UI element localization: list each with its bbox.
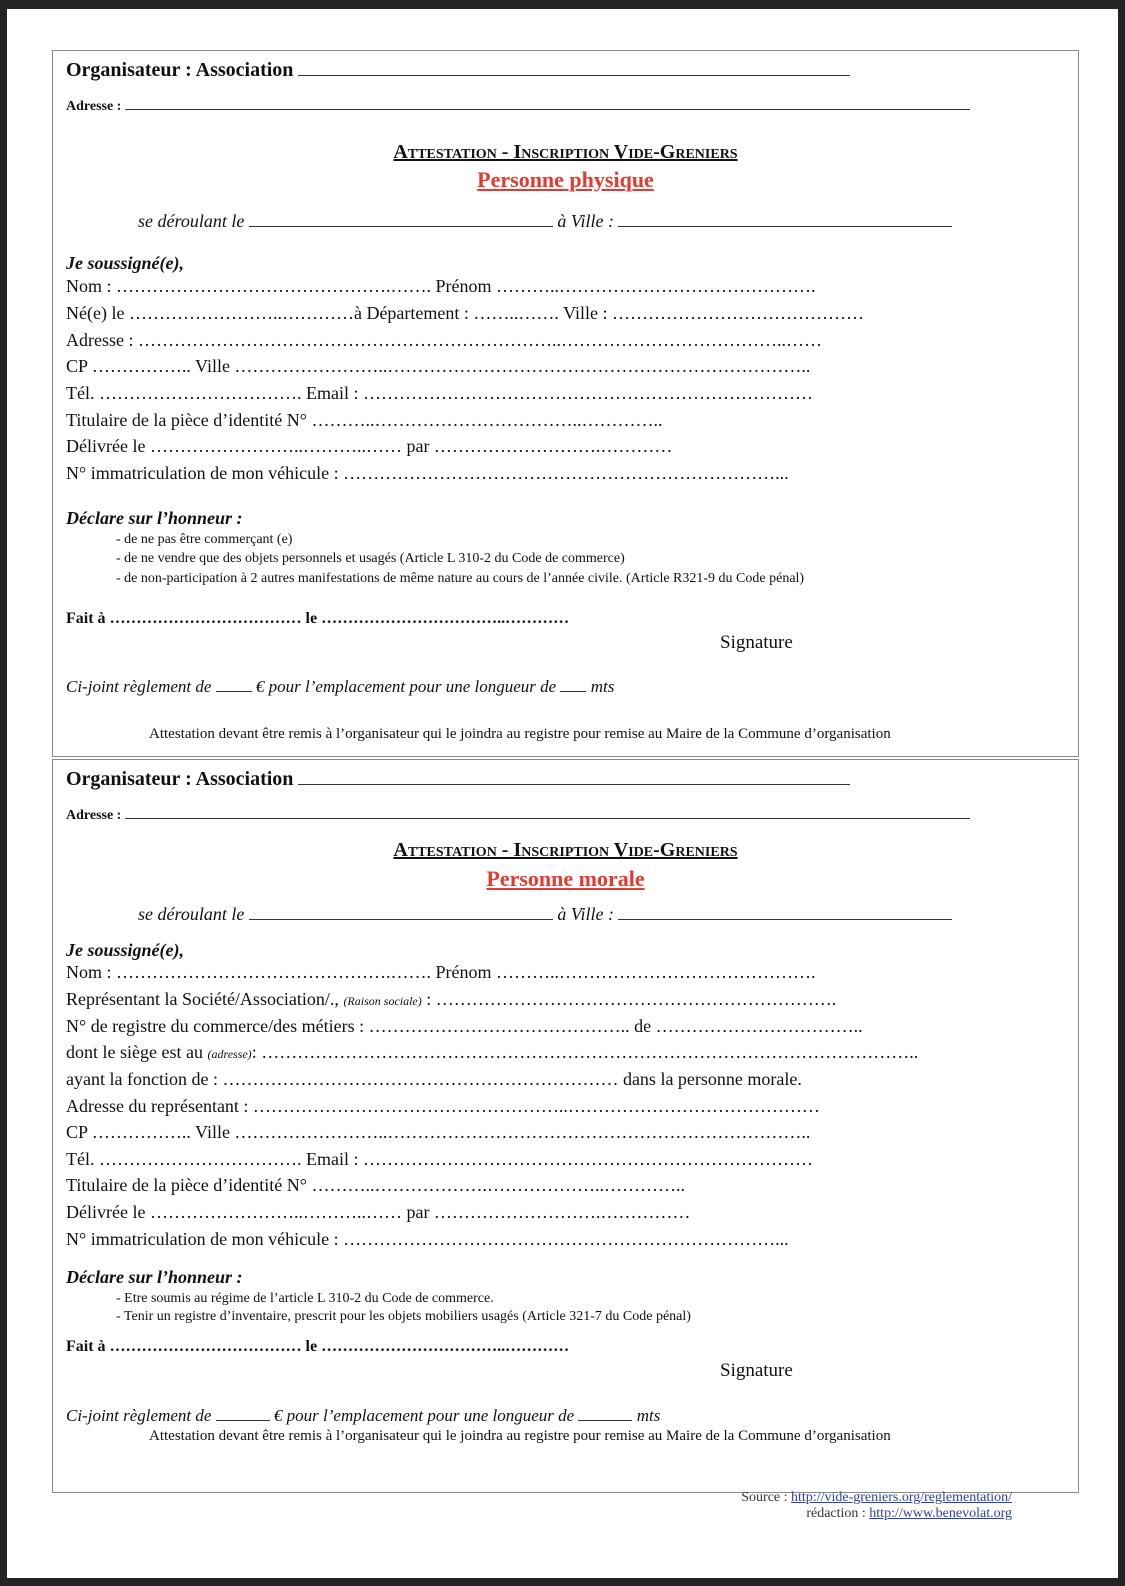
field-line-registre[interactable]: N° de registre du commerce/des métiers : …………………………………….. de ……………………………..	[66, 1016, 863, 1036]
field-line-cp-ville[interactable]: CP …………….. Ville ……………………..……………………………………………………………..	[66, 356, 811, 376]
organisateur-field[interactable]	[298, 784, 850, 785]
je-soussigne: Je soussigné(e),	[66, 940, 184, 960]
redaction-label: rédaction :	[806, 1506, 866, 1521]
source-label: Source :	[741, 1490, 788, 1505]
je-soussigne: Je soussigné(e),	[66, 253, 184, 273]
reglement-emplacement-label: € pour l’emplacement pour une longueur de	[255, 677, 557, 696]
organisateur-field[interactable]	[298, 75, 850, 76]
siege-label: dont le siège est au	[66, 1042, 203, 1062]
attestation-note: Attestation devant être remis à l’organisateur qui le joindra au registre pour remise au Maire de la Commune d’organisation	[149, 726, 891, 742]
representant-dots: : ………………………………………………………….	[426, 989, 837, 1009]
form-subtitle: Personne physique	[477, 167, 654, 192]
adresse-hint: (adresse)	[207, 1047, 252, 1061]
reglement-label: Ci-joint règlement de	[66, 1406, 212, 1425]
reglement-emplacement-label: € pour l’emplacement pour une longueur de	[273, 1406, 575, 1425]
reglement-unit: mts	[636, 1406, 661, 1425]
organisateur-label: Organisateur : Association	[66, 768, 294, 790]
reglement-length-field[interactable]	[560, 690, 586, 692]
event-date-label: se déroulant le	[138, 904, 245, 924]
form-title: Attestation - Inscription Vide-Greniers	[393, 141, 738, 163]
organisateur-line	[66, 59, 850, 82]
source-link[interactable]: http://vide-greniers.org/reglementation/	[791, 1490, 1012, 1505]
reglement-line	[66, 1406, 660, 1426]
signature-label: Signature	[720, 1360, 793, 1381]
event-line	[138, 211, 952, 232]
signature-label: Signature	[720, 632, 793, 653]
event-date-field[interactable]	[249, 919, 553, 920]
declare-item: - de ne vendre que des objets personnels et usagés (Article L 310-2 du Code de commerce)	[116, 551, 625, 566]
form-title: Attestation - Inscription Vide-Greniers	[393, 839, 738, 861]
event-line	[138, 904, 952, 925]
field-line-representant[interactable]	[66, 989, 836, 1010]
field-line-fonction[interactable]: ayant la fonction de : ………………………………………………………… dans la personne morale.	[66, 1069, 802, 1089]
raison-sociale-hint: (Raison sociale)	[343, 994, 422, 1008]
redaction-line	[806, 1506, 1012, 1522]
field-line-tel-email[interactable]: Tél. ……………………………. Email : …………………………………………………………………	[66, 1149, 813, 1169]
fait-a-line[interactable]: Fait à ……………………………… le ……………………………..…………	[66, 1338, 570, 1355]
declare-item: - Etre soumis au régime de l’article L 310-2 du Code de commerce.	[116, 1291, 494, 1306]
event-city-field[interactable]	[618, 226, 952, 227]
event-city-field[interactable]	[618, 919, 952, 920]
adresse-label: Adresse :	[66, 99, 122, 114]
representant-label: Représentant la Société/Association/.,	[66, 989, 339, 1009]
event-date-label: se déroulant le	[138, 211, 245, 231]
redaction-link[interactable]: http://www.benevolat.org	[869, 1506, 1012, 1521]
field-line-siege[interactable]	[66, 1042, 918, 1063]
declare-heading: Déclare sur l’honneur :	[66, 508, 243, 528]
document-page	[7, 9, 1118, 1578]
organisateur-label: Organisateur : Association	[66, 59, 294, 81]
field-line-piece-identite[interactable]: Titulaire de la pièce d’identité N° ………..……………….………………..…………..	[66, 1175, 685, 1195]
field-line-immatriculation[interactable]: N° immatriculation de mon véhicule : ………………………………………………………………...	[66, 1229, 789, 1249]
attestation-note: Attestation devant être remis à l’organisateur qui le joindra au registre pour remise au Maire de la Commune d’organisation	[149, 1428, 891, 1444]
field-line-tel-email[interactable]: Tél. ……………………………. Email : …………………………………………………………………	[66, 383, 813, 403]
event-city-label: à Ville :	[557, 904, 614, 924]
adresse-line	[66, 99, 970, 115]
declare-item: - de ne pas être commerçant (e)	[116, 532, 293, 547]
reglement-label: Ci-joint règlement de	[66, 677, 212, 696]
event-city-label: à Ville :	[557, 211, 614, 231]
form-subtitle: Personne morale	[486, 866, 645, 891]
field-line-naissance[interactable]: Né(e) le ……………………..…………à Département : ……..……. Ville : ……………………………………	[66, 303, 864, 323]
siege-dots: : ………………………………………………………………………………………………..	[251, 1042, 919, 1062]
reglement-unit: mts	[590, 677, 615, 696]
source-line	[741, 1490, 1012, 1506]
field-line-nom[interactable]: Nom : ……………………………………….……. Prénom ………..…………………………………….	[66, 962, 816, 982]
field-line-adresse-representant[interactable]: Adresse du représentant : ……………………………………………..……………………………………	[66, 1096, 820, 1116]
form-personne-physique	[52, 50, 1079, 757]
declare-item: - de non-participation à 2 autres manifestations de même nature au cours de l’année civile. (Article R321-9 du Code pénal)	[116, 571, 805, 586]
organisateur-line	[66, 768, 850, 791]
field-line-cp-ville[interactable]: CP …………….. Ville ……………………..……………………………………………………………..	[66, 1122, 811, 1142]
adresse-field[interactable]	[125, 818, 970, 819]
field-line-adresse[interactable]: Adresse : ……………………………………………………………..………………………………..……	[66, 330, 822, 350]
fait-a-line[interactable]: Fait à ……………………………… le ……………………………..…………	[66, 610, 570, 627]
adresse-field[interactable]	[125, 109, 970, 110]
event-date-field[interactable]	[249, 226, 553, 227]
reglement-amount-field[interactable]	[216, 1419, 270, 1421]
field-line-delivree[interactable]: Délivrée le ……………………..………..…… par ……………………….…………	[66, 436, 673, 456]
declare-item: - Tenir un registre d’inventaire, prescrit pour les objets mobiliers usagés (Article 321-7 du Code pénal)	[116, 1309, 691, 1324]
adresse-line	[66, 808, 970, 824]
field-line-immatriculation[interactable]: N° immatriculation de mon véhicule : ………………………………………………………………...	[66, 463, 789, 483]
declare-heading: Déclare sur l’honneur :	[66, 1267, 243, 1287]
reglement-line	[66, 677, 614, 697]
adresse-label: Adresse :	[66, 808, 122, 823]
field-line-nom[interactable]: Nom : ……………………………………….……. Prénom ………..…………………………………….	[66, 276, 816, 296]
form-personne-morale	[52, 759, 1079, 1493]
reglement-amount-field[interactable]	[216, 690, 252, 692]
reglement-length-field[interactable]	[578, 1419, 632, 1421]
field-line-delivree[interactable]: Délivrée le ……………………..………..…… par ……………………….……………	[66, 1202, 691, 1222]
field-line-piece-identite[interactable]: Titulaire de la pièce d’identité N° ………..……………………………..…………..	[66, 410, 663, 430]
